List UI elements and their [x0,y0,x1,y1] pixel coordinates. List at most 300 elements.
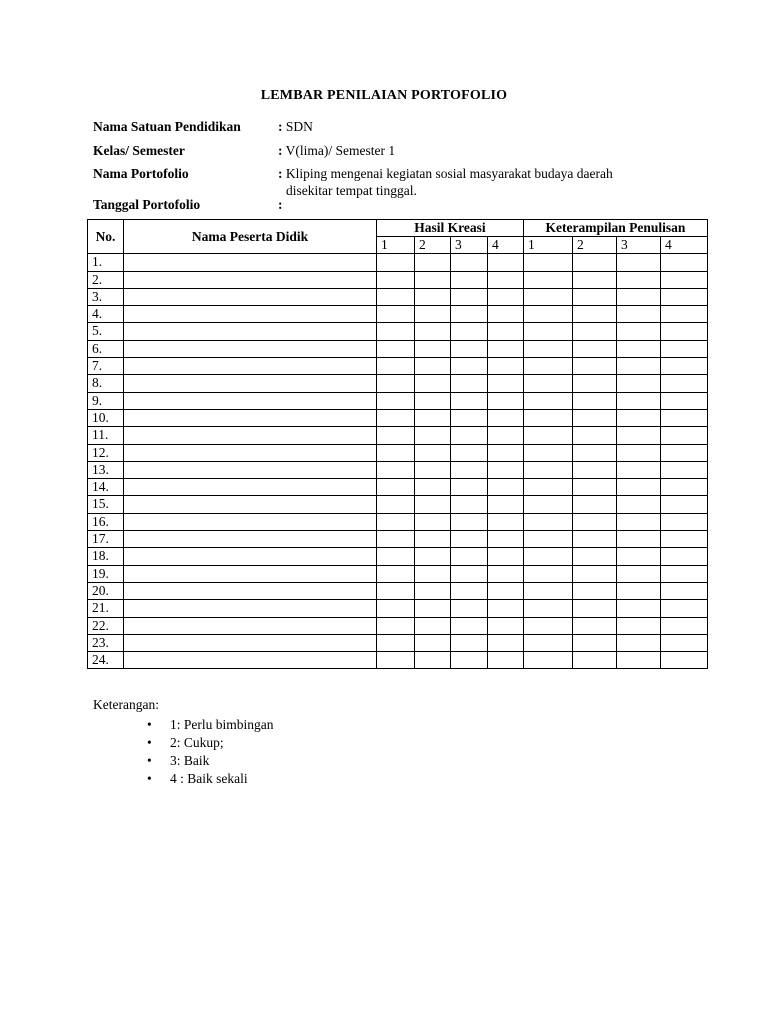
student-name-cell[interactable] [124,444,377,461]
student-name-cell[interactable] [124,461,377,478]
score-cell[interactable] [661,323,708,340]
score-header-4: 4 [488,237,524,254]
score-cell[interactable] [451,617,488,634]
score-cell[interactable] [524,461,573,478]
row-number: 10. [88,409,124,426]
score-cell[interactable] [377,392,415,409]
score-cell[interactable] [524,340,573,357]
score-cell[interactable] [573,323,617,340]
score-cell[interactable] [377,513,415,530]
date-value-cell [278,196,698,213]
table-body [88,254,708,669]
score-cell[interactable] [377,531,415,548]
student-name-cell[interactable] [124,548,377,565]
score-cell[interactable] [451,323,488,340]
score-header-3: 3 [617,237,661,254]
row-number: 7. [88,358,124,375]
score-cell[interactable] [617,271,661,288]
note-item [93,716,274,734]
score-cell[interactable] [524,427,573,444]
student-name-cell[interactable] [124,271,377,288]
score-cell[interactable] [573,652,617,669]
score-cell[interactable] [573,288,617,305]
score-cell[interactable] [451,634,488,651]
table-row [88,409,708,426]
score-cell[interactable] [524,548,573,565]
score-cell[interactable] [573,409,617,426]
student-name-cell[interactable] [124,306,377,323]
score-cell[interactable] [377,254,415,271]
portfolio-value-line2: disekitar tempat tinggal. [286,183,417,198]
score-cell[interactable] [573,531,617,548]
score-cell[interactable] [415,271,451,288]
score-cell[interactable] [488,444,524,461]
score-cell[interactable] [488,271,524,288]
row-number: 1. [88,254,124,271]
score-cell[interactable] [661,548,708,565]
student-name-cell[interactable] [124,513,377,530]
row-number: 11. [88,427,124,444]
score-cell[interactable] [377,409,415,426]
row-number: 5. [88,323,124,340]
score-cell[interactable] [488,582,524,599]
score-cell[interactable] [573,375,617,392]
score-cell[interactable] [415,617,451,634]
score-cell[interactable] [415,358,451,375]
score-header-2: 2 [415,237,451,254]
school-value: SDN [285,119,313,134]
score-cell[interactable] [377,634,415,651]
score-cell[interactable] [661,254,708,271]
score-cell[interactable] [524,513,573,530]
score-cell[interactable] [524,496,573,513]
bullet-icon: • [147,735,152,750]
row-number: 16. [88,513,124,530]
table-row [88,461,708,478]
score-cell[interactable] [617,565,661,582]
row-number: 4. [88,306,124,323]
score-cell[interactable] [488,548,524,565]
score-cell[interactable] [573,358,617,375]
table-row [88,513,708,530]
score-cell[interactable] [377,617,415,634]
score-cell[interactable] [573,582,617,599]
bullet-icon: • [147,753,152,768]
score-cell[interactable] [524,617,573,634]
student-name-cell[interactable] [124,600,377,617]
score-cell[interactable] [451,652,488,669]
score-header-3: 3 [451,237,488,254]
score-cell[interactable] [617,375,661,392]
score-cell[interactable] [617,254,661,271]
score-cell[interactable] [573,461,617,478]
score-cell[interactable] [661,340,708,357]
score-cell[interactable] [661,271,708,288]
class-value-cell [278,142,698,159]
score-cell[interactable] [488,427,524,444]
school-value-cell [278,118,698,135]
score-cell[interactable] [617,409,661,426]
score-cell[interactable] [451,461,488,478]
score-cell[interactable] [377,358,415,375]
score-cell[interactable] [377,444,415,461]
score-cell[interactable] [617,652,661,669]
score-cell[interactable] [451,444,488,461]
score-cell[interactable] [488,392,524,409]
document-title: LEMBAR PENILAIAN PORTOFOLIO [260,88,508,103]
score-cell[interactable] [377,427,415,444]
score-cell[interactable] [377,600,415,617]
row-number: 17. [88,531,124,548]
student-name-cell[interactable] [124,392,377,409]
score-header-2: 2 [573,237,617,254]
score-cell[interactable] [488,513,524,530]
table-row [88,617,708,634]
score-cell[interactable] [524,531,573,548]
score-cell[interactable] [451,565,488,582]
score-cell[interactable] [617,288,661,305]
score-cell[interactable] [415,375,451,392]
score-cell[interactable] [617,444,661,461]
assessment-table [87,219,708,669]
student-name-cell[interactable] [124,531,377,548]
table-row [88,600,708,617]
score-cell[interactable] [377,548,415,565]
header-group-keterampilan-penulisan: Keterampilan Penulisan [524,220,708,237]
score-cell[interactable] [617,461,661,478]
student-name-cell[interactable] [124,288,377,305]
note-item [93,770,274,788]
score-cell[interactable] [488,565,524,582]
score-cell[interactable] [661,496,708,513]
row-number: 22. [88,617,124,634]
score-header-1: 1 [377,237,415,254]
score-cell[interactable] [488,358,524,375]
score-cell[interactable] [451,288,488,305]
score-cell[interactable] [488,323,524,340]
score-cell[interactable] [573,496,617,513]
score-cell[interactable] [524,634,573,651]
score-cell[interactable] [488,409,524,426]
score-cell[interactable] [661,358,708,375]
score-cell[interactable] [415,427,451,444]
score-cell[interactable] [617,392,661,409]
student-name-cell[interactable] [124,582,377,599]
score-cell[interactable] [451,496,488,513]
score-cell[interactable] [451,340,488,357]
score-cell[interactable] [377,375,415,392]
score-cell[interactable] [415,548,451,565]
score-cell[interactable] [415,496,451,513]
score-cell[interactable] [573,254,617,271]
row-number: 12. [88,444,124,461]
table-row [88,427,708,444]
score-cell[interactable] [573,479,617,496]
score-cell[interactable] [415,600,451,617]
score-cell[interactable] [661,513,708,530]
table-row [88,340,708,357]
score-cell[interactable] [451,600,488,617]
score-cell[interactable] [488,617,524,634]
score-cell[interactable] [573,548,617,565]
score-cell[interactable] [524,306,573,323]
row-number: 8. [88,375,124,392]
score-cell[interactable] [617,427,661,444]
score-cell[interactable] [451,427,488,444]
row-number: 13. [88,461,124,478]
table-row [88,652,708,669]
row-number: 18. [88,548,124,565]
student-name-cell[interactable] [124,496,377,513]
student-name-cell[interactable] [124,323,377,340]
row-number: 9. [88,392,124,409]
score-cell[interactable] [377,479,415,496]
score-cell[interactable] [451,358,488,375]
note-text: 1: Perlu bimbingan [170,717,274,732]
score-cell[interactable] [415,634,451,651]
score-cell[interactable] [524,254,573,271]
row-number: 21. [88,600,124,617]
score-cell[interactable] [451,531,488,548]
score-cell[interactable] [488,288,524,305]
score-cell[interactable] [488,461,524,478]
score-cell[interactable] [661,582,708,599]
table-row [88,496,708,513]
student-name-cell[interactable] [124,479,377,496]
note-item [93,734,274,752]
bullet-icon: • [147,771,152,786]
note-item [93,752,274,770]
score-cell[interactable] [415,340,451,357]
student-name-cell[interactable] [124,565,377,582]
score-cell[interactable] [488,306,524,323]
table-row [88,306,708,323]
score-cell[interactable] [451,479,488,496]
score-cell[interactable] [524,444,573,461]
score-cell[interactable] [573,617,617,634]
header-student-name: Nama Peserta Didik [124,220,377,254]
score-cell[interactable] [451,392,488,409]
score-cell[interactable] [415,323,451,340]
score-cell[interactable] [617,496,661,513]
score-cell[interactable] [661,461,708,478]
table-row [88,444,708,461]
table-row [88,375,708,392]
header-no: No. [88,220,124,254]
score-cell[interactable] [524,288,573,305]
score-cell[interactable] [377,461,415,478]
score-cell[interactable] [488,634,524,651]
score-cell[interactable] [415,582,451,599]
score-cell[interactable] [661,409,708,426]
score-cell[interactable] [488,652,524,669]
score-cell[interactable] [524,652,573,669]
score-cell[interactable] [661,375,708,392]
row-number: 14. [88,479,124,496]
score-cell[interactable] [573,600,617,617]
score-cell[interactable] [488,496,524,513]
date-label: Tanggal Portofolio [93,197,201,212]
student-name-cell[interactable] [124,652,377,669]
score-cell[interactable] [488,340,524,357]
header-group-hasil-kreasi: Hasil Kreasi [377,220,524,237]
row-number: 20. [88,582,124,599]
score-cell[interactable] [488,254,524,271]
score-cell[interactable] [524,479,573,496]
student-name-cell[interactable] [124,340,377,357]
score-cell[interactable] [415,254,451,271]
score-cell[interactable] [415,444,451,461]
score-cell[interactable] [573,427,617,444]
note-text: 2: Cukup; [170,735,224,750]
score-cell[interactable] [661,479,708,496]
table-row [88,254,708,271]
student-name-cell[interactable] [124,427,377,444]
score-cell[interactable] [573,565,617,582]
score-cell[interactable] [415,288,451,305]
table-row [88,531,708,548]
table-row [88,548,708,565]
row-number: 23. [88,634,124,651]
score-cell[interactable] [524,392,573,409]
score-cell[interactable] [524,582,573,599]
score-cell[interactable] [617,531,661,548]
score-cell[interactable] [524,358,573,375]
score-cell[interactable] [617,306,661,323]
score-cell[interactable] [573,306,617,323]
bullet-icon: • [147,717,152,732]
score-cell[interactable] [573,340,617,357]
score-cell[interactable] [573,271,617,288]
score-cell[interactable] [524,600,573,617]
notes-list [93,716,274,788]
table-row [88,288,708,305]
score-cell[interactable] [524,271,573,288]
table-row [88,582,708,599]
score-cell[interactable] [377,340,415,357]
score-cell[interactable] [451,582,488,599]
row-number: 24. [88,652,124,669]
score-cell[interactable] [488,375,524,392]
score-cell[interactable] [377,271,415,288]
score-cell[interactable] [415,392,451,409]
score-cell[interactable] [617,634,661,651]
score-cell[interactable] [415,513,451,530]
student-name-cell[interactable] [124,375,377,392]
score-cell[interactable] [377,652,415,669]
score-cell[interactable] [617,582,661,599]
score-cell[interactable] [617,600,661,617]
table-row [88,565,708,582]
score-cell[interactable] [377,306,415,323]
score-cell[interactable] [451,409,488,426]
score-cell[interactable] [415,409,451,426]
class-value: V(lima)/ Semester 1 [285,143,396,158]
student-name-cell[interactable] [124,358,377,375]
score-cell[interactable] [661,565,708,582]
score-cell[interactable] [617,358,661,375]
note-text: 4 : Baik sekali [170,771,248,786]
table-row [88,634,708,651]
score-cell[interactable] [617,513,661,530]
score-cell[interactable] [617,340,661,357]
score-cell[interactable] [451,548,488,565]
score-cell[interactable] [415,652,451,669]
score-cell[interactable] [377,323,415,340]
score-cell[interactable] [573,634,617,651]
notes-section [93,696,274,788]
score-cell[interactable] [415,479,451,496]
score-cell[interactable] [415,306,451,323]
table-row [88,479,708,496]
score-cell[interactable] [524,323,573,340]
score-cell[interactable] [661,617,708,634]
score-cell[interactable] [573,444,617,461]
score-cell[interactable] [617,617,661,634]
student-name-cell[interactable] [124,634,377,651]
class-label: Kelas/ Semester [93,143,185,158]
score-cell[interactable] [488,531,524,548]
score-cell[interactable] [617,323,661,340]
school-label: Nama Satuan Pendidikan [93,119,241,134]
score-cell[interactable] [451,306,488,323]
score-cell[interactable] [661,288,708,305]
score-cell[interactable] [415,531,451,548]
score-cell[interactable] [617,479,661,496]
student-name-cell[interactable] [124,254,377,271]
score-cell[interactable] [488,479,524,496]
row-number: 19. [88,565,124,582]
table-row [88,358,708,375]
score-cell[interactable] [488,600,524,617]
score-cell[interactable] [661,392,708,409]
row-number: 3. [88,288,124,305]
row-number: 2. [88,271,124,288]
score-cell[interactable] [573,513,617,530]
score-cell[interactable] [377,565,415,582]
score-cell[interactable] [377,288,415,305]
score-cell[interactable] [451,254,488,271]
score-cell[interactable] [377,582,415,599]
score-cell[interactable] [415,461,451,478]
portfolio-value-line1: Kliping mengenai kegiatan sosial masyarakat budaya daerah [285,166,613,181]
score-cell[interactable] [524,409,573,426]
score-cell[interactable] [617,548,661,565]
student-name-cell[interactable] [124,617,377,634]
score-cell[interactable] [661,531,708,548]
colon: : [278,166,283,181]
score-cell[interactable] [451,271,488,288]
score-cell[interactable] [661,600,708,617]
score-cell[interactable] [661,652,708,669]
score-cell[interactable] [451,375,488,392]
score-cell[interactable] [377,496,415,513]
colon: : [278,197,283,212]
student-name-cell[interactable] [124,409,377,426]
score-cell[interactable] [415,565,451,582]
score-cell[interactable] [661,444,708,461]
score-cell[interactable] [661,427,708,444]
score-header-1: 1 [524,237,573,254]
notes-heading: Keterangan: [93,697,159,712]
score-cell[interactable] [573,392,617,409]
score-cell[interactable] [524,565,573,582]
score-cell[interactable] [524,375,573,392]
score-cell[interactable] [451,513,488,530]
score-cell[interactable] [661,634,708,651]
score-cell[interactable] [661,306,708,323]
table-header-row-1 [88,220,708,237]
